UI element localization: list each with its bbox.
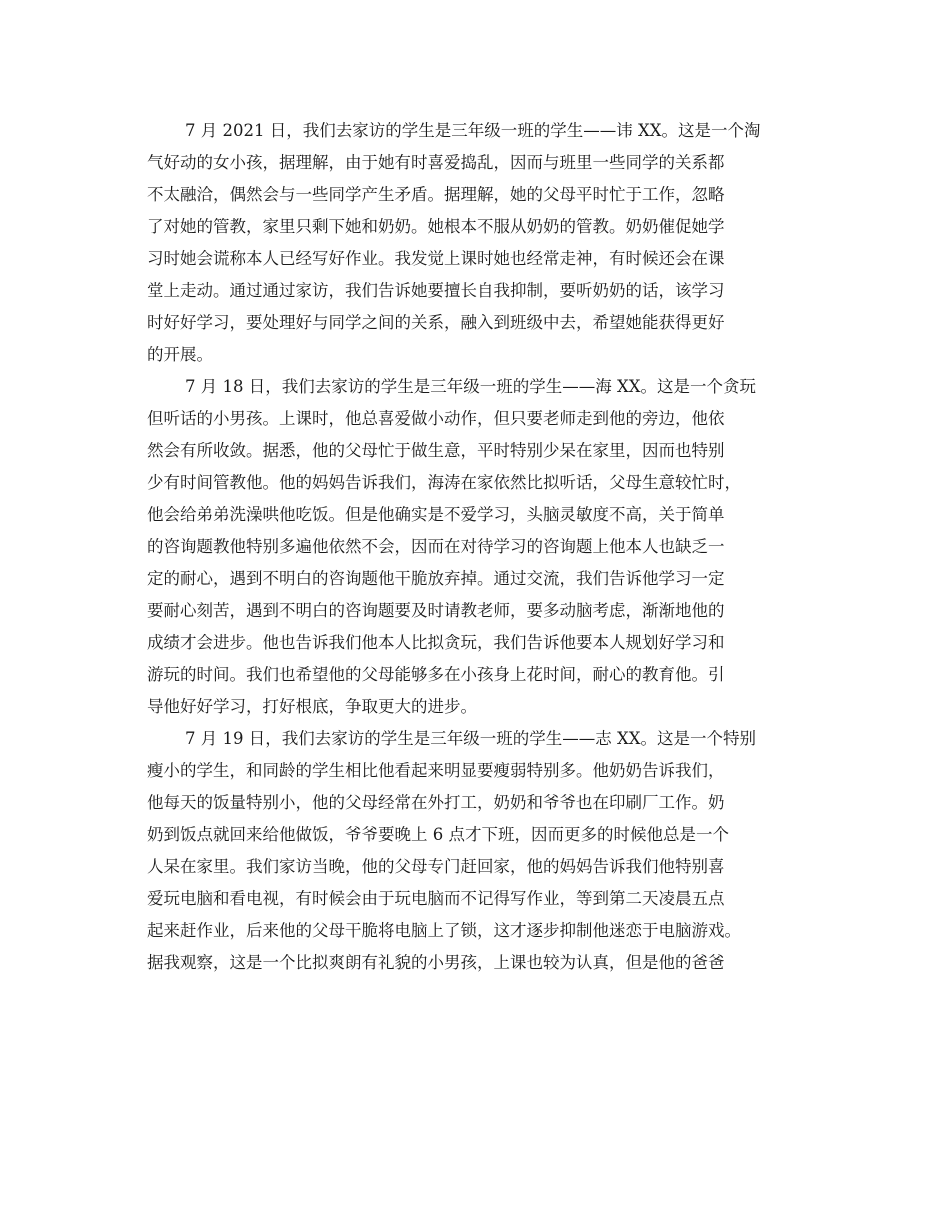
- text-line: 少有时间管教他。他的妈妈告诉我们，海涛在家依然比拟听话，父母生意较忙时，: [147, 473, 741, 492]
- text-line: 7 月 18 日，我们去家访的学生是三年级一班的学生——海 XX。这是一个贪玩: [185, 377, 756, 396]
- text-line: 的咨询题教他特别多遍他依然不会，因而在对待学习的咨询题上他本人也缺乏一: [147, 537, 725, 556]
- paragraph-home-visit-3: [147, 723, 811, 979]
- text-line: 习时她会谎称本人已经写好作业。我发觉上课时她也经常走神，有时候还会在课: [147, 249, 725, 268]
- text-line: 游玩的时间。我们也希望他的父母能够多在小孩身上花时间，耐心的教育他。引: [147, 665, 725, 684]
- paragraph-home-visit-1: [147, 115, 811, 371]
- text-line: 人呆在家里。我们家访当晚，他的父母专门赶回家，他的妈妈告诉我们他特别喜: [147, 857, 725, 876]
- document-body: [147, 115, 811, 979]
- text-line: 气好动的女小孩，据理解，由于她有时喜爱捣乱，因而与班里一些同学的关系都: [147, 153, 725, 172]
- text-line: 奶到饭点就回来给他做饭，爷爷要晚上 6 点才下班，因而更多的时候他总是一个: [147, 825, 729, 844]
- text-line: 爱玩电脑和看电视，有时候会由于玩电脑而不记得写作业，等到第二天凌晨五点: [147, 889, 725, 908]
- text-line: 的开展。: [147, 345, 213, 364]
- text-line: 他每天的饭量特别小，他的父母经常在外打工，奶奶和爷爷也在印刷厂工作。奶: [147, 793, 725, 812]
- text-line: 成绩才会进步。他也告诉我们他本人比拟贪玩，我们告诉他要本人规划好学习和: [147, 633, 725, 652]
- text-line: 导他好好学习，打好根底，争取更大的进步。: [147, 697, 477, 716]
- paragraph-home-visit-2: [147, 371, 811, 723]
- text-line: 要耐心刻苦，遇到不明白的咨询题要及时请教老师，要多动脑考虑，渐渐地他的: [147, 601, 725, 620]
- text-line: 据我观察，这是一个比拟爽朗有礼貌的小男孩，上课也较为认真，但是他的爸爸: [147, 953, 725, 972]
- text-line: 他会给弟弟洗澡哄他吃饭。但是他确实是不爱学习，头脑灵敏度不高，关于简单: [147, 505, 725, 524]
- text-line: 但听话的小男孩。上课时，他总喜爱做小动作，但只要老师走到他的旁边，他依: [147, 409, 725, 428]
- text-line: 7 月 19 日，我们去家访的学生是三年级一班的学生——志 XX。这是一个特别: [185, 729, 756, 748]
- text-line: 瘦小的学生，和同龄的学生相比他看起来明显要瘦弱特别多。他奶奶告诉我们，: [147, 761, 725, 780]
- text-line: 定的耐心，遇到不明白的咨询题他干脆放弃掉。通过交流，我们告诉他学习一定: [147, 569, 725, 588]
- text-line: 起来赶作业，后来他的父母干脆将电脑上了锁，这才逐步抑制他迷恋于电脑游戏。: [147, 921, 741, 940]
- text-line: 堂上走动。通过通过家访，我们告诉她要擅长自我抑制，要听奶奶的话，该学习: [147, 281, 725, 300]
- text-line: 7 月 2021 日，我们去家访的学生是三年级一班的学生——讳 XX。这是一个淘: [185, 121, 761, 140]
- text-line: 不太融洽，偶然会与一些同学产生矛盾。据理解，她的父母平时忙于工作，忽略: [147, 185, 725, 204]
- text-line: 时好好学习，要处理好与同学之间的关系，融入到班级中去，希望她能获得更好: [147, 313, 725, 332]
- text-line: 了对她的管教，家里只剩下她和奶奶。她根本不服从奶奶的管教。奶奶催促她学: [147, 217, 725, 236]
- text-line: 然会有所收敛。据悉，他的父母忙于做生意，平时特别少呆在家里，因而也特别: [147, 441, 725, 460]
